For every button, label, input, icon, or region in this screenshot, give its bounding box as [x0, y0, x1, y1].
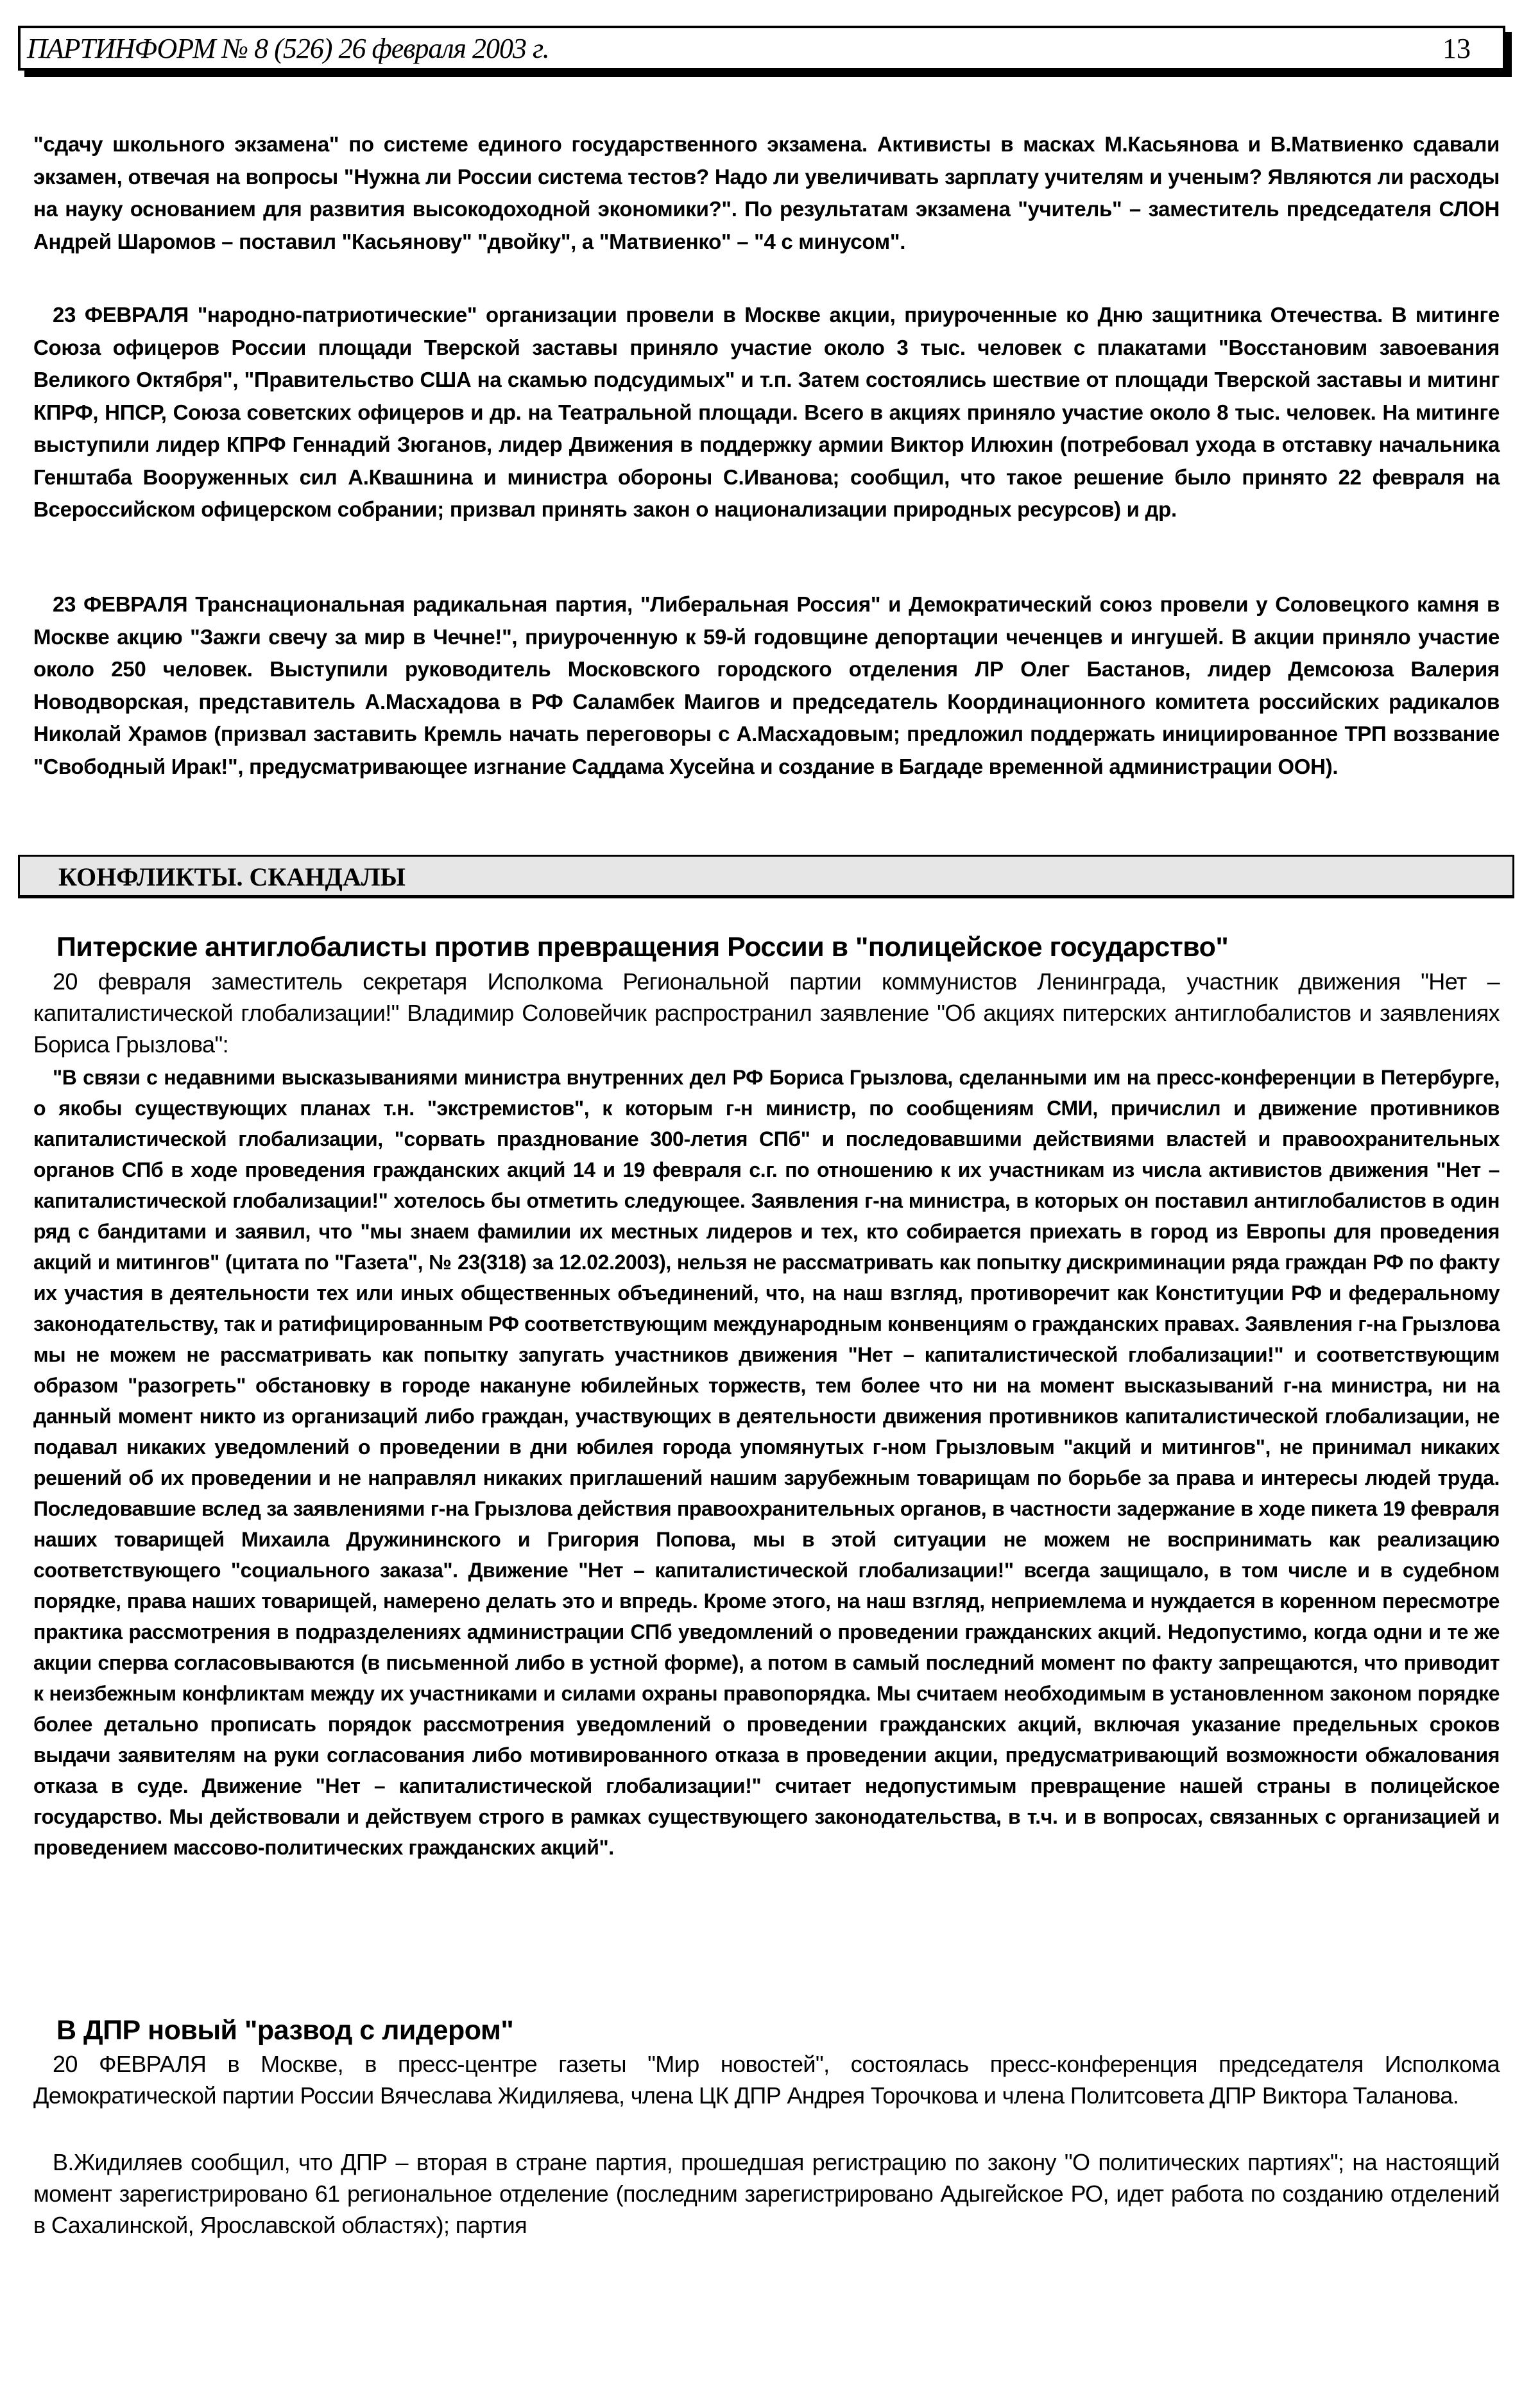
paragraph: [33, 588, 1500, 783]
section-header: [18, 855, 1514, 898]
paragraph-text: Транснациональная радикальная партия, "Либеральная Россия" и Демократический союз провели у Соловецкого камня в Москве акцию "Зажги свечу за мир в Чечне!", приуроченную к 59-й годовщине депортации чеченцев и ингушей. В акции приняло участие около 250 человек. Выступили руководитель Московского городского отделения ЛР Олег Бастанов, лидер Демсоюза Валерия Новодворская, представитель А.Масхадова в РФ Саламбек Маигов и председатель Координационного комитета российских радикалов Николай Храмов (призвал заставить Кремль начать переговоры с А.Масхадовым; предложил поддержать инициированное ТРП воззвание "Свободный Ирак!", предусматривающее изгнание Саддама Хусейна и создание в Багдаде временной администрации ООН).: [33, 592, 1500, 778]
paragraph-lead: 23 ФЕВРАЛЯ: [53, 303, 189, 327]
paragraph: В.Жидиляев сообщил, что ДПР – вторая в стране партия, прошедшая регистрацию по закону "О политических партиях"; на настоящий момент зарегистрировано 61 региональное отделение (последним зарегистрировано Адыгейское РО, идет работа по созданию отделений в Сахалинской, Ярославской областях); партия: [33, 2149, 1500, 2238]
page-header: [18, 26, 1505, 71]
paragraph-text: "народно-патриотические" организации провели в Москве акции, приуроченные ко Дню защитника Отечества. В митинге Союза офицеров России площади Тверской заставы приняло участие около 3 тыс. человек с плакатами "Восстановим завоевания Великого Октября", "Правительство США на скамью подсудимых" и т.п. Затем состоялись шествие от площади Тверской заставы и митинг КПРФ, НПСР, Союза советских офицеров и др. на Театральной площади. Всего в акциях приняло участие около 8 тыс. человек. На митинге выступили лидер КПРФ Геннадий Зюганов, лидер Движения в поддержку армии Виктор Илюхин (потребовал ухода в отставку начальника Генштаба Вооруженных сил А.Квашнина и министра обороны С.Иванова; сообщил, что такое решение было принято 22 февраля на Всероссийском офицерском собрании; призвал принять закон о национализации природных ресурсов) и др.: [33, 303, 1500, 521]
paragraph: [33, 299, 1500, 526]
article-headline: В ДПР новый "развод с лидером": [56, 2015, 514, 2046]
paragraph-lead: 23 ФЕВРАЛЯ: [53, 592, 188, 616]
paragraph: [33, 128, 1500, 258]
article-intro: 20 февраля заместитель секретаря Исполкома Региональной партии коммунистов Ленинграда, участник движения "Нет – капиталистической глобализации!" Владимир Соловейчик распространил заявление "Об акциях питерских антиглобалистов и заявлениях Бориса Грызлова":: [33, 968, 1500, 1058]
publication-title: ПАРТИНФОРМ № 8 (526) 26 февраля 2003 г.: [27, 33, 549, 64]
section-title: КОНФЛИКТЫ. СКАНДАЛЫ: [58, 862, 406, 891]
paragraph-text: "сдачу школьного экзамена" по системе единого государственного экзамена. Активисты в масках М.Касьянова и В.Матвиенко сдавали экзамен, отвечая на вопросы "Нужна ли России система тестов? Надо ли увеличивать зарплату учителям и ученым? Являются ли расходы на науку основанием для развития высокодоходной экономики?". По результатам экзамена "учитель" – заместитель председателя СЛОН Андрей Шаромов – поставил "Касьянову" "двойку", а "Матвиенко" – "4 с минусом".: [33, 132, 1500, 253]
paragraph: 20 ФЕВРАЛЯ в Москве, в пресс-центре газеты "Мир новостей", состоялась пресс-конференция председателя Исполкома Демократической партии России Вячеслава Жидиляева, члена ЦК ДПР Андрея Торочкова и члена Политсовета ДПР Виктора Таланова.: [33, 2051, 1500, 2109]
page-number: 13: [1442, 33, 1471, 64]
article-headline: Питерские антиглобалисты против превращения России в "полицейское государство": [56, 932, 1229, 963]
article-quote: "В связи с недавними высказываниями министра внутренних дел РФ Бориса Грызлова, сделанными им на пресс-конференции в Петербурге, о якобы существующих планах т.н. "экстремистов", к которым г-н министр, по сообщениям СМИ, причислил и движение противников капиталистической глобализации, "сорвать празднование 300-летия СПб" и последовавшими действиями властей и правоохранительных органов СПб в ходе проведения гражданских акций 14 и 19 февраля с.г. по отношению к их участникам из числа активистов движения "Нет – капиталистической глобализации!" хотелось бы отметить следующее. Заявления г-на министра, в которых он поставил антиглобалистов в один ряд с бандитами и заявил, что "мы знаем фамилии их местных лидеров и тех, кто собирается приехать в город из Европы для проведения акций и митингов" (цитата по "Газета", № 23(318) за 12.02.2003), нельзя не рассматривать как попытку дискриминации ряда граждан РФ по факту их участия в деятельности тех или иных общественных объединений, что, на наш взгляд, противоречит как Конституции РФ и федеральному законодательству, так и ратифицированным РФ соответствующим международным конвенциям о гражданских правах. Заявления г-на Грызлова мы не можем не рассматривать как попытку запугать участников движения "Нет – капиталистической глобализации!" и соответствующим образом "разогреть" обстановку в городе накануне юбилейных торжеств, тем более что ни на момент высказываний г-на министра, ни на данный момент никто из организаций либо граждан, участвующих в деятельности движения противников капиталистической глобализации, не подавал никаких уведомлений о проведении в дни юбилея города упомянутых г-ном Грызловым "акций и митингов", не принимал никаких решений об их проведении и не направлял никаких приглашений нашим зарубежным товарищам по борьбе за права и интересы людей труда. Последовавшие вслед за заявлениями г-на Грызлова действия правоохранительных органов, в частности задержание в ходе пикета 19 февраля наших товарищей Михаила Дружининского и Григория Попова, мы в этой ситуации не можем не воспринимать как реализацию соответствующего "социального заказа". Движение "Нет – капиталистической глобализации!" всегда защищало, в том числе и в судебном порядке, права наших товарищей, намерено делать это и впредь. Кроме этого, на наш взгляд, неприемлема и нуждается в коренном пересмотре практика рассмотрения в подразделениях администрации СПб уведомлений о проведении гражданских акций. Недопустимо, когда одни и те же акции сперва согласовываются (в письменной либо в устной форме), а потом в самый последний момент по факту запрещаются, что приводит к неизбежным конфликтам между их участниками и силами охраны правопорядка. Мы считаем необходимым в установленном законом порядке более детально прописать порядок рассмотрения уведомлений о проведении гражданских акций, включая указание предельных сроков выдачи заявителям на руки согласования либо мотивированного отказа в проведении акции, предусматривающий возможности обжалования отказа в суде. Движение "Нет – капиталистической глобализации!" считает недопустимым превращение нашей страны в полицейское государство. Мы действовали и действуем строго в рамках существующего законодательства, в т.ч. и в вопросах, связанных с организацией и проведением массово-политических гражданских акций".: [33, 1066, 1500, 1859]
